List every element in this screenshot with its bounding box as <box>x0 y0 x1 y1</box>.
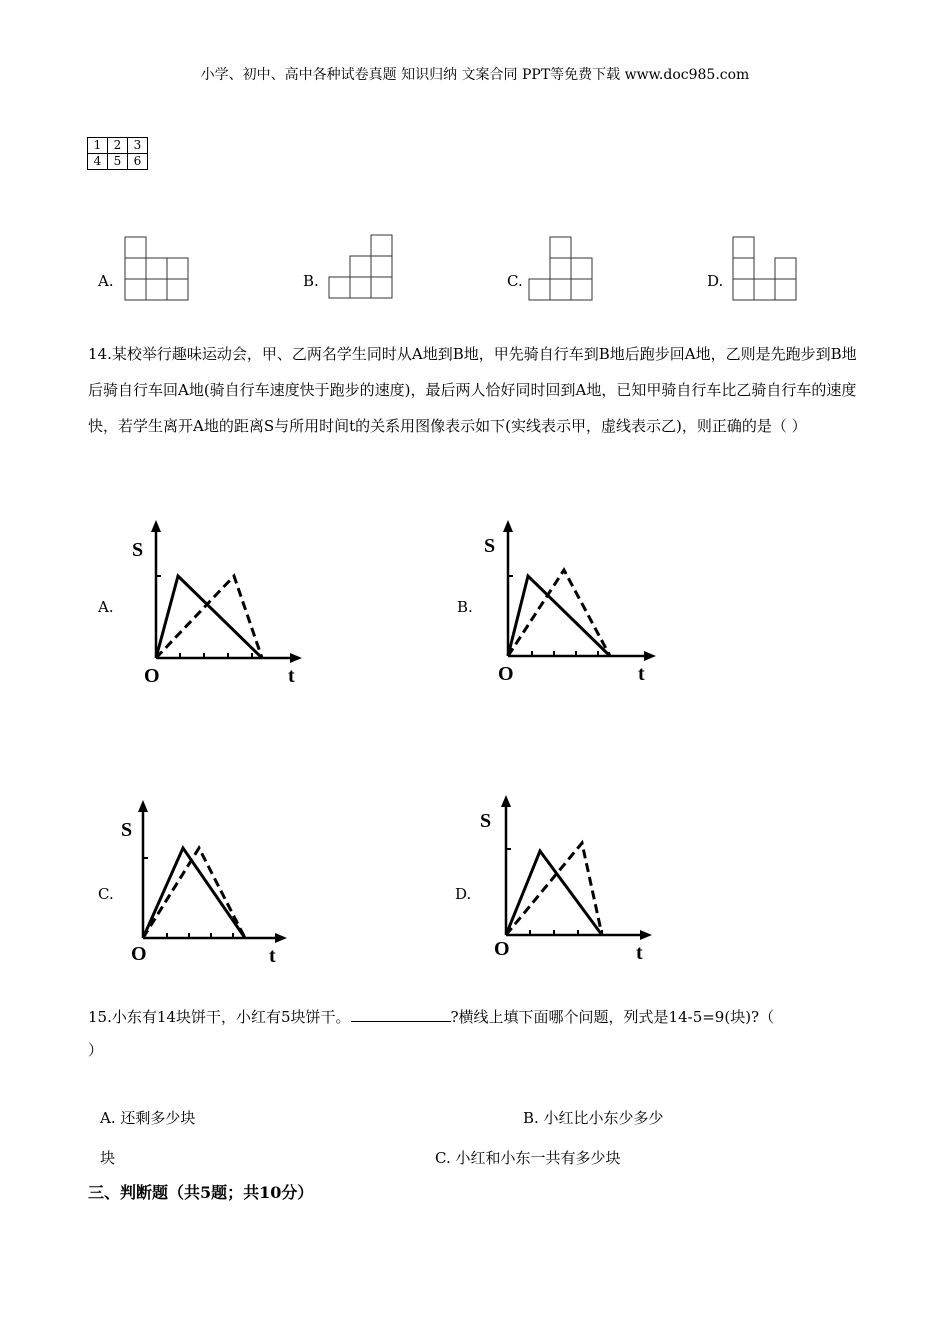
origin-label: O <box>144 665 160 687</box>
y-axis-label: S <box>132 539 144 561</box>
q15-option-b-continued: 块 <box>100 1149 116 1167</box>
y-axis-label: S <box>480 810 492 832</box>
x-axis-label: t <box>288 665 295 687</box>
q14-graph-a <box>130 520 305 685</box>
page-header: 小学、初中、高中各种试卷真题 知识归纳 文案合同 PPT等免费下载 www.doc985.com <box>200 67 750 83</box>
q13-option-a-label: A. <box>98 272 114 290</box>
x-axis-label: t <box>638 663 645 685</box>
q14-graph-c <box>117 800 292 965</box>
q15-stem-close: ） <box>88 1041 104 1059</box>
q15-stem-before: 15.小东有14块饼干，小红有5块饼干。 <box>88 1008 351 1026</box>
q13-option-c-label: C. <box>507 272 523 290</box>
grid-cell: 1 <box>88 138 108 154</box>
q14-option-b-label: B. <box>457 598 473 616</box>
origin-label: O <box>498 663 514 685</box>
number-grid <box>87 137 148 170</box>
y-axis-label: S <box>121 819 133 841</box>
q13-option-a-figure <box>124 236 190 302</box>
q14-option-c-label: C. <box>98 885 114 903</box>
origin-label: O <box>131 943 147 965</box>
q14-option-a-label: A. <box>98 598 114 616</box>
q15-option-a[interactable]: A. 还剩多少块 <box>100 1109 196 1127</box>
x-axis-label: t <box>269 945 276 967</box>
q13-option-c-figure <box>528 236 594 302</box>
grid-cell: 2 <box>108 138 128 154</box>
q15-stem-after: ?横线上填下面哪个问题，列式是14-5=9(块)?（ <box>450 1008 775 1026</box>
origin-label: O <box>494 938 510 960</box>
q15-stem <box>88 1007 774 1025</box>
q14-graph-d <box>478 795 653 965</box>
grid-cell: 6 <box>128 154 148 170</box>
q14-stem: 14.某校举行趣味运动会，甲、乙两名学生同时从A地到B地，甲先骑自行车到B地后跑步回A地，乙则是先跑步到B地后骑自行车回A地(骑自行车速度快于跑步的速度)，最后两人恰好同时回到A地，已知甲骑自行车比乙骑自行车的速度快，若学生离开A地的距离S与所用时间t的关系用图像表示如下(实线表示甲，虚线表示乙)，则正确的是（ ） <box>88 345 857 435</box>
q14-graph-b <box>482 520 657 685</box>
x-axis-label: t <box>636 942 643 964</box>
grid-cell: 5 <box>108 154 128 170</box>
q15-option-c[interactable]: C. 小红和小东一共有多少块 <box>435 1149 621 1167</box>
q13-option-d-label: D. <box>707 272 724 290</box>
q13-option-d-figure <box>732 236 798 302</box>
section-three-title: 三、判断题（共5题；共10分） <box>88 1183 314 1202</box>
y-axis-label: S <box>484 535 496 557</box>
q14-option-d-label: D. <box>455 885 472 903</box>
q15-option-b[interactable]: B. 小红比小东少多少 <box>523 1109 664 1127</box>
grid-cell: 4 <box>88 154 108 170</box>
q15-answer-blank[interactable] <box>351 1007 451 1022</box>
q13-option-b-label: B. <box>303 272 319 290</box>
q13-option-b-figure <box>328 234 394 300</box>
grid-cell: 3 <box>128 138 148 154</box>
